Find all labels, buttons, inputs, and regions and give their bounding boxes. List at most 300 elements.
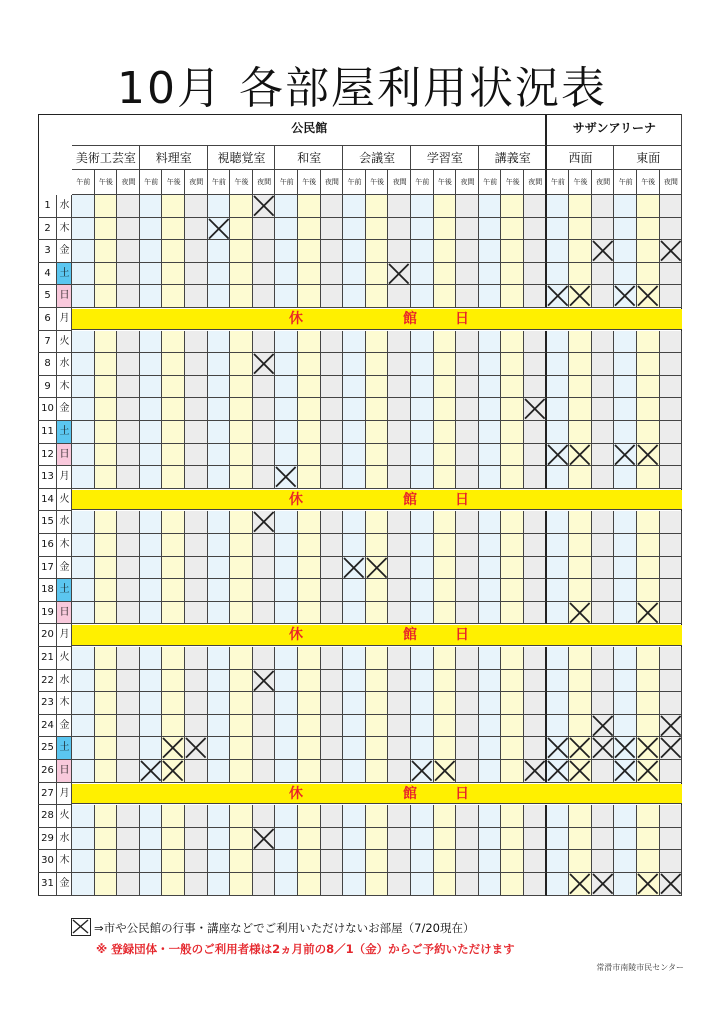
slot-cell xyxy=(343,421,366,444)
day-number: 29 xyxy=(41,832,54,844)
slot-cell xyxy=(162,398,185,421)
slot-cell xyxy=(524,263,547,286)
unavailable-slot-cell xyxy=(140,760,163,783)
page-title: 10月 各部屋利用状況表 xyxy=(117,63,607,114)
slot-cell xyxy=(388,873,411,896)
slot-cell xyxy=(614,873,637,896)
slot-cell xyxy=(592,218,615,241)
slot-cell xyxy=(185,602,208,625)
slot-cell xyxy=(479,805,502,828)
slot-cell xyxy=(208,511,231,534)
slot-cell xyxy=(614,353,637,376)
slot-cell xyxy=(185,444,208,467)
slot-cell xyxy=(411,240,434,263)
slot-cell xyxy=(162,218,185,241)
slot-cell xyxy=(388,692,411,715)
slot-cell xyxy=(501,195,524,218)
slot-cell xyxy=(185,579,208,602)
day-number: 14 xyxy=(41,493,54,505)
slot-cell xyxy=(162,850,185,873)
slot-cell xyxy=(72,828,95,851)
slot-cell xyxy=(230,670,253,693)
slot-cell xyxy=(275,647,298,670)
slot-cell xyxy=(434,534,457,557)
slot-cell xyxy=(343,670,366,693)
slot-cell xyxy=(298,353,321,376)
slot-cell xyxy=(637,466,660,489)
slot-cell xyxy=(253,557,276,580)
closed-day-label: 館 xyxy=(403,311,417,327)
day-number: 8 xyxy=(44,358,51,370)
slot-cell xyxy=(321,828,344,851)
cross-icon xyxy=(523,397,546,420)
slot-cell xyxy=(185,218,208,241)
slot-cell xyxy=(592,195,615,218)
slot-cell xyxy=(479,421,502,444)
slot-cell xyxy=(230,828,253,851)
slot-cell xyxy=(343,285,366,308)
slot-cell xyxy=(162,715,185,738)
slot-cell xyxy=(117,737,140,760)
slot-cell xyxy=(366,647,389,670)
slot-cell xyxy=(547,421,570,444)
slot-cell xyxy=(230,579,253,602)
slot-cell xyxy=(501,331,524,354)
slot-cell xyxy=(637,421,660,444)
closed-day-bar xyxy=(72,784,682,805)
slot-cell xyxy=(456,760,479,783)
slot-cell xyxy=(208,398,231,421)
slot-cell xyxy=(388,557,411,580)
slot-cell xyxy=(456,737,479,760)
slot-cell xyxy=(208,557,231,580)
slot-cell xyxy=(185,240,208,263)
slot-cell xyxy=(637,850,660,873)
slot-cell xyxy=(434,285,457,308)
slot-cell xyxy=(162,805,185,828)
slot-cell xyxy=(72,579,95,602)
slot-cell xyxy=(185,398,208,421)
slot-cell xyxy=(366,760,389,783)
slot-cell xyxy=(298,398,321,421)
cross-icon xyxy=(591,872,614,895)
slot-cell xyxy=(275,263,298,286)
room-name: 西面 xyxy=(568,151,593,165)
slot-label: 夜間 xyxy=(663,178,678,186)
slot-cell xyxy=(637,715,660,738)
slot-cell xyxy=(95,353,118,376)
slot-cell xyxy=(321,285,344,308)
slot-cell xyxy=(366,805,389,828)
slot-cell xyxy=(614,850,637,873)
slot-cell xyxy=(366,218,389,241)
slot-cell xyxy=(614,647,637,670)
slot-cell xyxy=(456,285,479,308)
slot-cell xyxy=(411,692,434,715)
cross-icon xyxy=(636,872,659,895)
unavailable-slot-cell xyxy=(185,737,208,760)
slot-cell xyxy=(140,285,163,308)
slot-cell xyxy=(637,828,660,851)
day-number: 17 xyxy=(41,561,54,573)
slot-cell xyxy=(501,805,524,828)
slot-cell xyxy=(162,421,185,444)
slot-cell xyxy=(162,331,185,354)
slot-cell xyxy=(388,240,411,263)
slot-cell xyxy=(117,805,140,828)
slot-cell xyxy=(660,285,683,308)
slot-cell xyxy=(230,353,253,376)
cross-icon xyxy=(72,919,89,934)
slot-cell xyxy=(524,511,547,534)
slot-cell xyxy=(456,263,479,286)
slot-cell xyxy=(253,850,276,873)
day-number: 15 xyxy=(41,516,54,528)
slot-cell xyxy=(547,466,570,489)
day-number: 9 xyxy=(44,380,51,392)
slot-cell xyxy=(547,828,570,851)
slot-cell xyxy=(72,602,95,625)
cross-icon xyxy=(184,736,207,759)
slot-cell xyxy=(321,557,344,580)
slot-cell xyxy=(253,218,276,241)
slot-cell xyxy=(343,534,366,557)
weekday: 金 xyxy=(59,403,70,415)
slot-label: 午後 xyxy=(505,178,520,186)
slot-cell xyxy=(321,760,344,783)
slot-cell xyxy=(343,828,366,851)
slot-cell xyxy=(479,647,502,670)
slot-cell xyxy=(72,240,95,263)
slot-cell xyxy=(637,579,660,602)
slot-cell xyxy=(434,737,457,760)
slot-cell xyxy=(614,263,637,286)
slot-cell xyxy=(208,602,231,625)
slot-cell xyxy=(72,466,95,489)
slot-cell xyxy=(479,557,502,580)
slot-cell xyxy=(569,534,592,557)
unavailable-slot-cell xyxy=(162,737,185,760)
slot-cell xyxy=(592,511,615,534)
slot-cell xyxy=(434,353,457,376)
slot-cell xyxy=(208,534,231,557)
slot-cell xyxy=(162,557,185,580)
slot-cell xyxy=(275,444,298,467)
slot-cell xyxy=(660,376,683,399)
unavailable-slot-cell xyxy=(208,218,231,241)
slot-cell xyxy=(366,715,389,738)
slot-cell xyxy=(479,692,502,715)
cross-icon xyxy=(433,759,456,782)
slot-cell xyxy=(230,331,253,354)
slot-cell xyxy=(95,602,118,625)
unavailable-slot-cell xyxy=(569,737,592,760)
slot-cell xyxy=(479,850,502,873)
day-number: 26 xyxy=(41,765,54,776)
slot-cell xyxy=(660,353,683,376)
slot-cell xyxy=(547,240,570,263)
slot-cell xyxy=(208,285,231,308)
slot-cell xyxy=(140,670,163,693)
slot-cell xyxy=(72,715,95,738)
slot-cell xyxy=(547,850,570,873)
slot-cell xyxy=(321,263,344,286)
cross-icon xyxy=(568,759,591,782)
slot-cell xyxy=(95,421,118,444)
slot-cell xyxy=(117,240,140,263)
slot-cell xyxy=(230,376,253,399)
slot-cell xyxy=(72,285,95,308)
slot-cell xyxy=(253,715,276,738)
slot-cell xyxy=(321,670,344,693)
slot-cell xyxy=(275,760,298,783)
slot-cell xyxy=(95,557,118,580)
cross-icon xyxy=(636,736,659,759)
weekday: 水 xyxy=(59,516,70,528)
slot-cell xyxy=(660,444,683,467)
slot-cell xyxy=(140,873,163,896)
slot-cell xyxy=(411,715,434,738)
slot-cell xyxy=(253,263,276,286)
slot-cell xyxy=(456,647,479,670)
slot-cell xyxy=(208,805,231,828)
slot-cell xyxy=(162,353,185,376)
slot-cell xyxy=(479,263,502,286)
cross-icon xyxy=(568,443,591,466)
slot-cell xyxy=(95,398,118,421)
slot-cell xyxy=(614,579,637,602)
slot-cell xyxy=(660,511,683,534)
slot-cell xyxy=(208,692,231,715)
unavailable-slot-cell xyxy=(614,737,637,760)
slot-cell xyxy=(185,376,208,399)
slot-cell xyxy=(140,195,163,218)
slot-cell xyxy=(140,692,163,715)
slot-cell xyxy=(366,331,389,354)
slot-cell xyxy=(208,444,231,467)
slot-cell xyxy=(95,240,118,263)
day-number: 27 xyxy=(41,787,54,799)
slot-cell xyxy=(95,692,118,715)
slot-cell xyxy=(253,647,276,670)
slot-cell xyxy=(388,602,411,625)
slot-cell xyxy=(366,376,389,399)
slot-label: 午後 xyxy=(302,178,317,186)
slot-cell xyxy=(614,602,637,625)
slot-cell xyxy=(72,737,95,760)
slot-cell xyxy=(388,444,411,467)
slot-cell xyxy=(275,873,298,896)
slot-cell xyxy=(72,331,95,354)
day-number: 13 xyxy=(41,471,54,483)
slot-label: 午前 xyxy=(279,178,294,186)
unavailable-slot-cell xyxy=(637,444,660,467)
cross-icon xyxy=(342,556,365,579)
slot-cell xyxy=(524,421,547,444)
slot-cell xyxy=(614,421,637,444)
slot-cell xyxy=(140,579,163,602)
slot-cell xyxy=(117,466,140,489)
room-name: 美術工芸室 xyxy=(75,151,136,165)
slot-cell xyxy=(501,466,524,489)
slot-cell xyxy=(569,511,592,534)
slot-label: 午前 xyxy=(415,178,430,186)
slot-cell xyxy=(321,376,344,399)
slot-cell xyxy=(660,828,683,851)
slot-cell xyxy=(569,353,592,376)
slot-cell xyxy=(366,195,389,218)
slot-cell xyxy=(479,760,502,783)
cross-icon xyxy=(591,736,614,759)
slot-cell xyxy=(637,398,660,421)
slot-cell xyxy=(117,353,140,376)
slot-cell xyxy=(411,534,434,557)
slot-cell xyxy=(501,850,524,873)
slot-cell xyxy=(547,195,570,218)
slot-cell xyxy=(614,715,637,738)
slot-cell xyxy=(140,602,163,625)
slot-cell xyxy=(637,353,660,376)
cross-icon xyxy=(207,217,230,240)
slot-cell xyxy=(592,285,615,308)
slot-cell xyxy=(411,511,434,534)
slot-cell xyxy=(411,850,434,873)
slot-cell xyxy=(343,331,366,354)
slot-cell xyxy=(72,376,95,399)
slot-cell xyxy=(230,195,253,218)
slot-cell xyxy=(298,376,321,399)
slot-cell xyxy=(162,873,185,896)
slot-cell xyxy=(95,805,118,828)
slot-cell xyxy=(162,647,185,670)
slot-cell xyxy=(660,670,683,693)
slot-cell xyxy=(637,692,660,715)
slot-cell xyxy=(660,579,683,602)
slot-cell xyxy=(434,828,457,851)
unavailable-slot-cell xyxy=(569,285,592,308)
slot-cell xyxy=(140,534,163,557)
slot-cell xyxy=(434,647,457,670)
slot-cell xyxy=(95,511,118,534)
slot-cell xyxy=(185,285,208,308)
slot-cell xyxy=(162,534,185,557)
unavailable-slot-cell xyxy=(524,760,547,783)
slot-cell xyxy=(140,240,163,263)
slot-label: 夜間 xyxy=(392,178,407,186)
slot-cell xyxy=(411,873,434,896)
slot-cell xyxy=(501,263,524,286)
closed-day-bar xyxy=(72,490,682,511)
slot-cell xyxy=(569,805,592,828)
slot-cell xyxy=(185,692,208,715)
slot-cell xyxy=(434,557,457,580)
slot-cell xyxy=(456,331,479,354)
day-number: 28 xyxy=(41,810,54,822)
slot-cell xyxy=(456,353,479,376)
slot-cell xyxy=(547,263,570,286)
unavailable-slot-cell xyxy=(592,873,615,896)
slot-label: 午前 xyxy=(76,178,91,186)
slot-cell xyxy=(321,444,344,467)
slot-cell xyxy=(208,421,231,444)
slot-cell xyxy=(547,647,570,670)
slot-label: 午前 xyxy=(144,178,159,186)
slot-cell xyxy=(298,602,321,625)
slot-cell xyxy=(366,737,389,760)
slot-cell xyxy=(230,240,253,263)
slot-cell xyxy=(162,195,185,218)
slot-cell xyxy=(185,353,208,376)
closed-day-label: 日 xyxy=(455,311,469,327)
slot-cell xyxy=(95,647,118,670)
slot-cell xyxy=(321,421,344,444)
slot-cell xyxy=(660,602,683,625)
weekday: 金 xyxy=(59,561,70,573)
unavailable-slot-cell xyxy=(343,557,366,580)
cross-icon xyxy=(591,239,614,262)
slot-cell xyxy=(479,353,502,376)
cross-icon xyxy=(613,284,636,307)
slot-cell xyxy=(162,376,185,399)
slot-cell xyxy=(411,737,434,760)
slot-cell xyxy=(479,376,502,399)
weekday: 水 xyxy=(59,358,70,370)
slot-cell xyxy=(660,850,683,873)
day-number: 11 xyxy=(41,426,54,437)
slot-cell xyxy=(321,602,344,625)
weekday: 金 xyxy=(59,719,70,731)
slot-cell xyxy=(275,240,298,263)
slot-cell xyxy=(479,218,502,241)
slot-cell xyxy=(343,195,366,218)
slot-label: 午後 xyxy=(98,178,113,186)
slot-cell xyxy=(524,376,547,399)
slot-cell xyxy=(366,285,389,308)
slot-cell xyxy=(592,557,615,580)
slot-cell xyxy=(411,579,434,602)
slot-cell xyxy=(388,466,411,489)
slot-cell xyxy=(343,263,366,286)
slot-cell xyxy=(569,828,592,851)
slot-cell xyxy=(343,240,366,263)
slot-cell xyxy=(298,218,321,241)
cross-icon xyxy=(659,736,682,759)
day-number: 3 xyxy=(44,245,51,257)
slot-cell xyxy=(366,466,389,489)
day-number: 21 xyxy=(41,652,54,663)
slot-cell xyxy=(592,331,615,354)
slot-cell xyxy=(253,240,276,263)
slot-cell xyxy=(208,873,231,896)
slot-label: 夜間 xyxy=(257,178,272,186)
slot-cell xyxy=(456,850,479,873)
slot-cell xyxy=(388,805,411,828)
slot-cell xyxy=(388,715,411,738)
slot-cell xyxy=(298,534,321,557)
slot-cell xyxy=(411,376,434,399)
slot-cell xyxy=(72,218,95,241)
cross-icon xyxy=(546,443,569,466)
unavailable-slot-cell xyxy=(366,557,389,580)
slot-cell xyxy=(660,805,683,828)
slot-cell xyxy=(660,466,683,489)
slot-cell xyxy=(524,218,547,241)
slot-cell xyxy=(434,873,457,896)
slot-label: 午前 xyxy=(347,178,362,186)
weekday: 火 xyxy=(59,652,70,663)
slot-label: 午後 xyxy=(573,178,588,186)
slot-cell xyxy=(592,376,615,399)
